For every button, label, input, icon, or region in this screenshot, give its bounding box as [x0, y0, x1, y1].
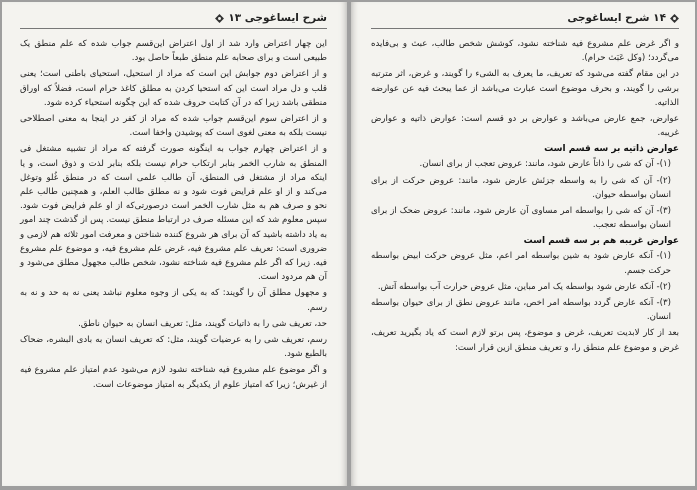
- paragraph: این چهار اعتراض وارد شد از اول اعتراض این‌قسم جواب شده که علم منطق یک طبیعی است و برای صحابه علم منطق طبعاً حاصل بود.: [20, 39, 327, 64]
- list-item: (۲)- آن که شی را به واسطه جزئش عارض شود، مانند: عروض حرکت از برای انسان بواسطه حیوان.: [371, 175, 671, 200]
- list-item: (۳)- آن که شی را بواسطه امر مساوی آن عارض شود، مانند: عروض ضحک از برای انسان بواسطه تعجب.: [371, 206, 671, 231]
- paragraph: بعد از کار لابدیت تعریف، غرض و موضوع، پس برتو لازم است که یاد بگیرید تعریف، غرض و موضوع علم منطق را، و تعریف منطق ازین قرار است:: [371, 328, 679, 353]
- running-title-text: شرح ایساغوجی ۱۳: [228, 12, 327, 24]
- page-header: [20, 8, 327, 29]
- running-title-text: ۱۴ شرح ایساغوجی: [567, 12, 666, 24]
- paragraph: حد، تعریف شی را به ذاتیات گویند، مثل: تعریف انسان به حیوان ناطق.: [78, 318, 327, 329]
- paragraph: و از اعتراض دوم جوابش این است که مراد از استحیل، استحیای باطنی است؛ یعنی قلب و دل مراد است این که استحیا کردن به مطلق کاغذ حرام است، فضلاً که اوراق منطقی باشد زیرا که در آن کتابت حروف شده که این چگونه استحیاء کرده شود.: [20, 69, 327, 108]
- list-item: (۱)- آنکه عارض شود به شین بواسطه امر اعم، مثل عروض حرکت ابیض بواسطه حرکت جسم.: [371, 251, 671, 276]
- paragraph: و اگر غرض علم مشروع فیه شناخته نشود، کوشش شخص طالب، عبث و بی‌فایده می‌گردد؛ (وکل عَبَث حرام).: [371, 39, 679, 64]
- page-body: [20, 37, 327, 392]
- page-13: [2, 2, 347, 486]
- page-body: [371, 37, 679, 355]
- paragraph: عوارض، جمع عارض می‌باشد و عوارض بر دو قسم است: عوارض ذاتیه و عوارض غریبه.: [371, 114, 679, 139]
- page-header: [371, 8, 679, 29]
- running-title: [215, 12, 327, 24]
- paragraph: رسم، تعریف شی را به عرضیات گویند، مثل: که تعریف انسان به بادی البشره، ضحاک بالطبع شود.: [20, 335, 327, 360]
- list-item: (۲)- آنکه عارض شود بواسطه یک امر مباین، مثل عروض حرارت آب بواسطه آتش.: [377, 281, 671, 292]
- paragraph: و از اعتراض چهارم جواب به اینگونه صورت گرفته که مراد از تشبیه مشتغل فی المنطق به شارب الخمر بنابر ارتکاب حرام نیست بلکه بنابر لذت و ذوق است، و یا اینکه مراد از مشتغل فی المنطق، آن طالب علمی است که در منطق غُلو وتوغل می‌کند و از او علم فرایض فوت شود و نه مطلق طالب العلم، و همچنین طالب علم نحو و صرف هم به مثل شارب الخمر است درصورتی‌که از او علم فرایض فوت شود. سپس معلوم شد که این مسئله صرف در ارتباط منطق نیست. پس از گذشت چند امور به یاد داشته باشید که آن برای هر شروع کننده شناختن و معرفت امور ثلاثه هم لازمی و ضروری است: تعریف علم مشروع فیه، غرض علم مشروع فیه، و موضوع علم مشروع فیه. زیرا که اگر علم مشروع فیه شناخته نشود، شخص طالب مجهول مطلق می‌شود و آن هم مردود است.: [20, 144, 327, 283]
- list-item: (۳)- آنکه عارض گردد بواسطه امر اخص، مانند عروض نطق از برای حیوان بواسطه انسان.: [371, 298, 671, 323]
- paragraph: و از اعتراض سوم این‌قسم جواب شده که مراد از کفر در اینجا به معنی اصطلاحی نیست بلکه به معنی لغوی است که پوشیدن واخفا است.: [20, 114, 327, 139]
- ornament-icon: [670, 14, 679, 23]
- list-item: (۱)- آن که شی را ذاتاً عارض شود، مانند: عروض تعجب از برای انسان.: [419, 159, 671, 170]
- paragraph: و مجهول مطلق آن را گویند: که به یکی از وجوه معلوم نباشد یعنی نه به حد و نه به رسم.: [20, 288, 327, 313]
- section-heading: عوارض غریبه هم بر سه قسم است: [523, 236, 679, 247]
- page-14: [351, 2, 695, 486]
- ornament-icon: [215, 14, 224, 23]
- paragraph: در این مقام گفته می‌شود که تعریف، ما یعرف به الشی‌ء را گویند، و غرض، اثر مترتبه برشی را گویند، و بحرف موضوع است عبارت می‌باشد از عما یبحث فیه عن عوارضه الذاتیه.: [371, 69, 679, 108]
- paragraph: و اگر موضوع علم مشروع فیه شناخته نشود لازم می‌شود عدم امتیاز علم مشروع فیه از غیرش؛ زیرا که امتیاز علوم از یکدیگر به امتیاز موضوعات است.: [20, 365, 327, 390]
- section-heading: عوارض ذاتیه بر سه قسم است: [544, 144, 679, 155]
- running-title: [567, 12, 679, 24]
